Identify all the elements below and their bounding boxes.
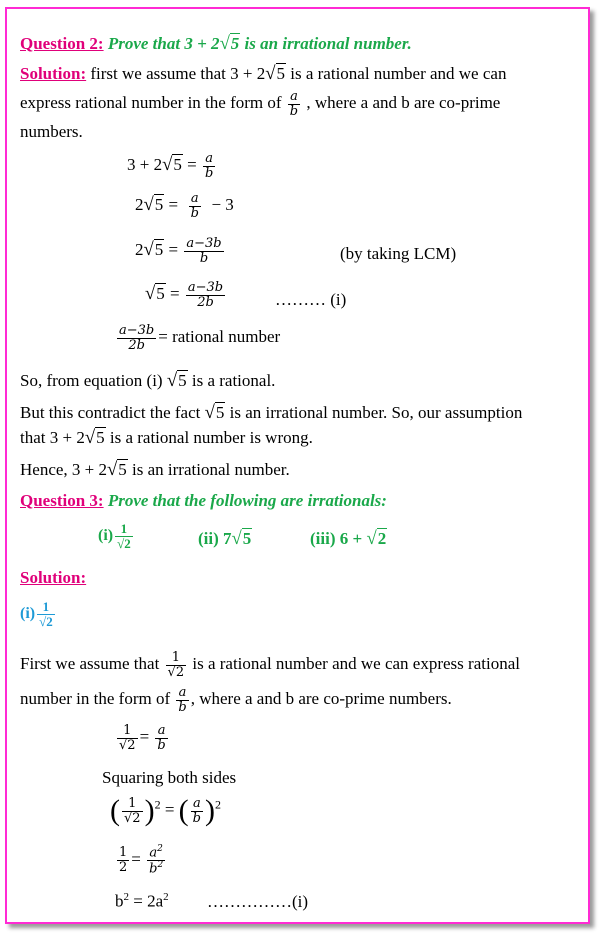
q2-solution-line-2: express rational number in the form of $\frac{a}{b}$ , where a and b are co-prime xyxy=(20,89,501,119)
q3-step-4: $\frac{1}{2}$ = $\frac{a^2}{b^2}$ xyxy=(119,844,164,877)
q3-part-i: (i) $\frac{1}{√2}$ xyxy=(98,521,131,551)
q3-solution-line-2: number in the form of $\frac{a}{b}$ , where a and b are co-prime numbers. xyxy=(20,685,452,715)
q3-step-5-note: ……………(i) xyxy=(207,892,309,911)
q2-line-2b: that 3 + 2√5 is a rational number is wrong. xyxy=(20,427,313,448)
q2-line-3: Hence, 3 + 2√5 is an irrational number. xyxy=(20,459,290,480)
question-2-statement: Prove that 3 + 2√5 is an irrational number. xyxy=(107,33,412,54)
q2-line-1: So, from equation (i) √5 is a rational. xyxy=(20,370,276,391)
q2-solution-line-3: numbers. xyxy=(20,122,83,141)
q2-line-2a: But this contradict the fact √5 is an irrational number. So, our assumption xyxy=(20,402,523,423)
q2-step-4: √5 = $\frac{a-3b}{2b}$ xyxy=(145,280,224,310)
q2-step-3-note: (by taking LCM) xyxy=(340,244,457,263)
q3-part-i-heading: (i) $\frac{1}{√2}$ xyxy=(20,599,53,629)
question-3-label: Question 3: xyxy=(20,491,104,510)
question-3-header xyxy=(20,492,387,509)
q3-step-5: $b^2 = 2a^2$ xyxy=(115,891,169,911)
q3-part-ii: (ii) 7√5 xyxy=(198,528,252,549)
q2-solution-label: Solution: xyxy=(20,64,87,83)
question-2-header xyxy=(20,35,412,54)
q3-solution-label-row xyxy=(20,569,86,586)
q2-step-1: 3 + 2√5 = $\frac{a}{b}$ xyxy=(127,151,214,181)
q2-step-4-note: ……… (i) xyxy=(275,290,347,309)
question-3-statement: Prove that the following are irrationals: xyxy=(107,491,387,510)
q3-solution-line-1: First we assume that $\frac{1}{√2}$ is a rational number and we can express rational xyxy=(20,650,520,680)
q2-step-2: 2√5 = $\frac{a}{b}$ − 3 xyxy=(135,191,234,221)
q3-step-1: $\frac{1}{√2}$ = $\frac{a}{b}$ xyxy=(119,723,166,753)
q2-step-5: $\frac{a-3b}{2b}$ = rational number xyxy=(119,323,281,353)
q3-solution-label: Solution: xyxy=(20,568,87,587)
q3-part-iii: (iii) 6 + √2 xyxy=(310,528,387,549)
q2-step-3: 2√5 = $\frac{a-3b}{b}$ xyxy=(135,236,222,266)
q3-step-2: Squaring both sides xyxy=(102,768,237,787)
question-2-label: Question 2: xyxy=(20,34,104,53)
q2-solution-line-1: Solution: first we assume that 3 + 2√5 is a rational number and we can xyxy=(20,63,507,84)
q3-step-3: ( $\frac{1}{√2}$ )$^2$ = ( $\frac{a}{b}$ )$^2$ xyxy=(110,794,221,827)
